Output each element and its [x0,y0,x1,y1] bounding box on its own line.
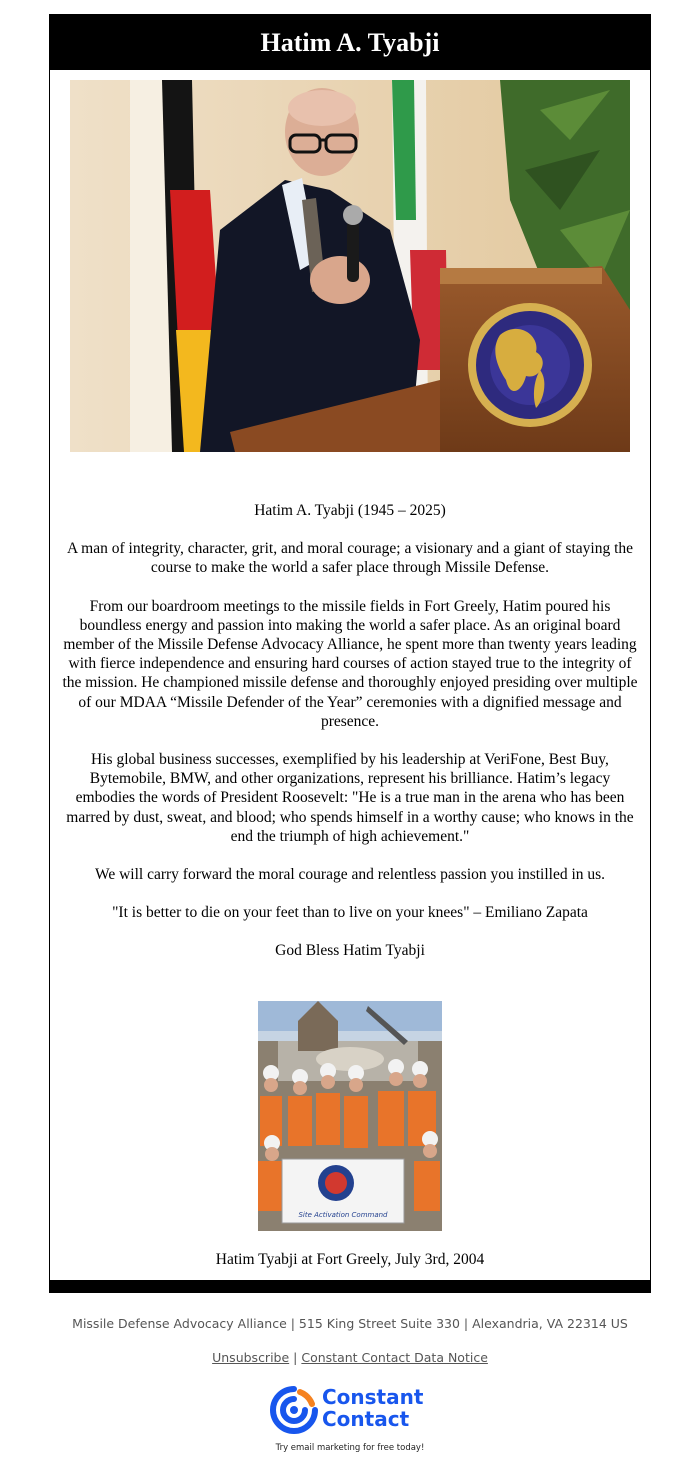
tribute-summary: A man of integrity, character, grit, and moral courage; a visionary and a giant of staying the course to make the world a safer place through Missile Defense. [66,540,634,577]
constant-contact-logo[interactable] [270,1386,435,1434]
banner-text: Site Activation Command [298,1211,388,1219]
logo-wordmark: Constant Contact [322,1385,424,1431]
logo-tagline: Try email marketing for free today! [275,1443,425,1453]
tribute-paragraph: From our boardroom meetings to the missile fields in Fort Greely, Hatim poured his boundless energy and passion into making the world a safer place. As an original board member of the Missile Defense Advocacy Alliance, he spent more than twenty years leading with fierce independence and ensuring hard courses of action stayed true to the integrity of the mission. He championed missile defense and thoroughly enjoyed presiding over multiple of our MDAA “Missile Defender of the Year” ceremonies with a dignified message and presence. [62,597,638,730]
zapata-quote: "It is better to die on your feet than to live on your knees" – Emiliano Zapata [112,904,588,922]
card-footer-bar [50,1280,650,1292]
main-photo [70,80,630,452]
lifespan-heading: Hatim A. Tyabji (1945 – 2025) [254,502,446,519]
fort-greely-photo [258,1001,442,1231]
obituary-text [62,501,638,980]
data-notice-link[interactable]: Constant Contact Data Notice [301,1350,488,1365]
legacy-paragraph: His global business successes, exemplified by his leadership at VeriFone, Best Buy, Bytemobile, BMW, and other organizations, represent his brilliance. Hatim’s legacy embodies the words of President Roosevelt: "He is a true man in the arena who has been marred by dust, sweat, and blood; who spends himself in a worthy cause; who knows in the end the triumph of high achievement." [66,751,634,845]
closing-line: We will carry forward the moral courage and relentless passion you instilled in us. [94,866,606,884]
footer-links [0,1350,700,1365]
constant-contact-icon [270,1386,318,1434]
photo-caption: Hatim Tyabji at Fort Greely, July 3rd, 2004 [215,1251,485,1268]
link-separator: | [289,1350,302,1365]
page-title: Hatim A. Tyabji [50,15,650,70]
sender-address: Missile Defense Advocacy Alliance | 515 King Street Suite 330 | Alexandria, VA 22314 US [72,1316,628,1331]
newsletter-card [49,14,651,1293]
blessing-line: God Bless Hatim Tyabji [275,942,425,960]
unsubscribe-link[interactable]: Unsubscribe [212,1350,290,1365]
